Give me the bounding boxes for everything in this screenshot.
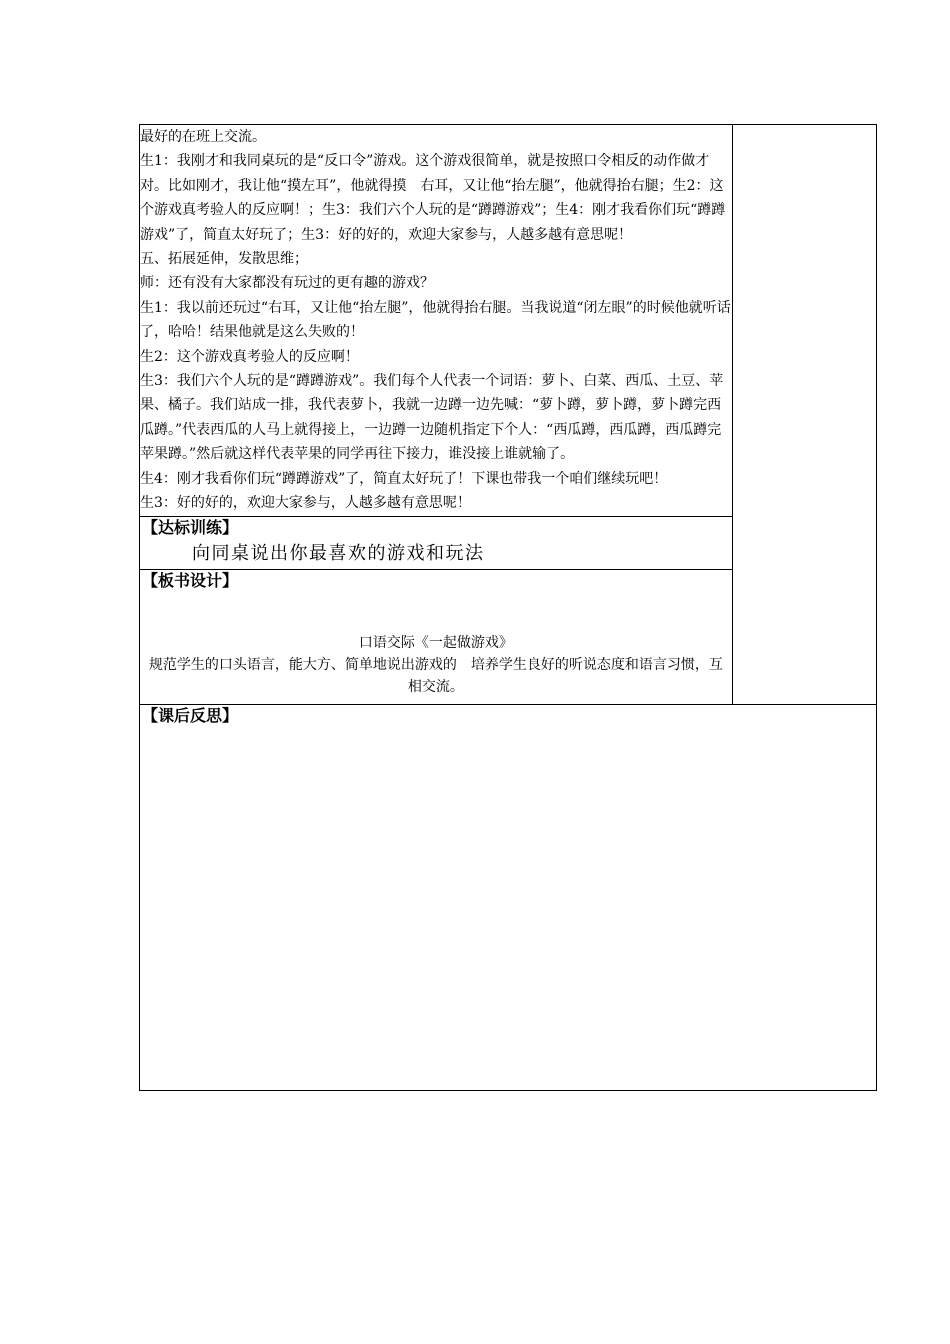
lesson-plan-table — [139, 124, 877, 1091]
training-text: 向同桌说出你最喜欢的游戏和玩法 — [192, 542, 485, 564]
board-title: 口语交际《一起做游戏》 — [358, 634, 513, 651]
lesson-paragraph: 师：还有没有大家都没有玩过的更有趣的游戏？ — [140, 275, 434, 292]
lesson-paragraph: 最好的在班上交流。 — [140, 129, 266, 145]
lesson-paragraph: 五、拓展延伸，发散思维； — [140, 251, 308, 268]
training-heading: 【达标训练】 — [142, 517, 239, 537]
lesson-paragraph: 生1：我刚才和我同桌玩的是“反口令”游戏。这个游戏很简单，就是按照口令相反的动作做才对。比如刚才，我让他“摸左耳”，他就得摸 右耳，又让他“抬左腿”，他就得抬右腿；生2：这个游戏真考验人的反应啊！；生3：我们六个人玩的是“蹲蹲游戏”；生4：刚才我看你们玩“蹲蹲游戏”了，简直太好玩了；生3：好的好的，欢迎大家参与，人越多越有意思呢！ — [140, 153, 726, 243]
lesson-paragraph: 生2：这个游戏真考验人的反应啊！ — [140, 348, 359, 365]
lesson-paragraph: 生3：我们六个人玩的是“蹲蹲游戏”。我们每个人代表一个词语：萝卜、白菜、西瓜、土豆、苹果、橘子。我们站成一排，我代表萝卜，我就一边蹲一边先喊：“萝卜蹲，萝卜蹲，萝卜蹲完西瓜蹲。”代表西瓜的人马上就得接上，一边蹲一边随机指定下个人：“西瓜蹲，西瓜蹲，西瓜蹲完苹果蹲。”然后就这样代表苹果的同学再往下接力，谁没接上谁就输了。 — [140, 373, 724, 463]
lesson-content-cell — [140, 125, 733, 517]
lesson-content-row — [140, 125, 877, 517]
board-heading: 【板书设计】 — [142, 570, 239, 590]
reflection-cell — [140, 704, 877, 1090]
lesson-paragraph: 生3：好的好的，欢迎大家参与，人越多越有意思呢！ — [140, 495, 471, 512]
training-cell — [140, 516, 733, 569]
reflection-row — [140, 704, 877, 1090]
side-notes-cell — [732, 125, 876, 705]
lesson-paragraph: 生1：我以前还玩过“右耳，又让他“抬左腿”，他就得抬右腿。当我说道“闭左眼”的时候他就听话了，哈哈！结果他就是这么失败的！ — [140, 299, 731, 341]
reflection-heading: 【课后反思】 — [142, 705, 239, 725]
lesson-paragraph: 生4：刚才我看你们玩“蹲蹲游戏”了，简直太好玩了！下课也带我一个咱们继续玩吧！ — [140, 470, 668, 487]
board-text: 规范学生的口头语言，能大方、简单地说出游戏的 培养学生良好的听说态度和语言习惯，互相交流。 — [148, 656, 723, 695]
board-cell — [140, 569, 733, 704]
